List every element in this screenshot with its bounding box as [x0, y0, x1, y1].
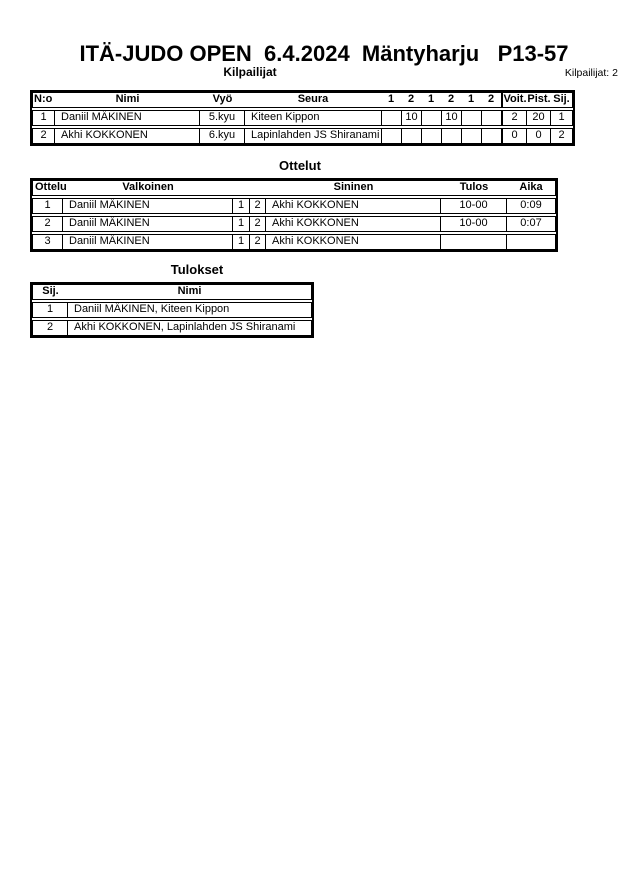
competitor-club-cell: Kiteen Kippon — [251, 111, 320, 123]
competitor-belt-cell: 5.kyu — [200, 111, 245, 125]
wins-cell: 2 — [503, 111, 527, 125]
totals-group — [501, 111, 574, 125]
score-cell — [401, 129, 421, 143]
page-title: ITÄ-JUDO OPEN 6.4.2024 Mäntyharju P13-57 — [79, 41, 569, 66]
points-cell: 20 — [527, 111, 551, 125]
time-column-header: Aika — [519, 181, 543, 193]
competitors-count-label: Kilpailijat: 2 — [564, 67, 618, 79]
score-cell — [441, 129, 461, 143]
white-player-cell: Daniil MÄKINEN — [63, 235, 233, 249]
match-number-cell: 1 — [33, 199, 63, 213]
matches-section-title: Ottelut — [279, 158, 321, 173]
score-cell — [461, 111, 481, 125]
score-cell — [421, 129, 441, 143]
score-cell: 10 — [401, 111, 421, 125]
wins-column-header: Voit. — [503, 93, 527, 105]
result-row — [32, 320, 312, 336]
competitors-section-title: Kilpailijat — [223, 65, 277, 79]
match-column-header: Ottelu — [35, 181, 67, 193]
score-cell — [381, 111, 401, 125]
results-table — [30, 282, 314, 338]
score-column-header: 2 — [487, 93, 495, 105]
result-cell — [441, 235, 507, 249]
match-row — [32, 216, 556, 232]
blue-number-cell: 2 — [250, 235, 266, 249]
totals-group — [501, 129, 574, 143]
place-cell: 1 — [558, 111, 565, 123]
score-cell — [461, 129, 481, 143]
name-column-header: Nimi — [177, 285, 202, 297]
result-column-header: Tulos — [459, 181, 489, 193]
blue-player-cell: Akhi KOKKONEN — [266, 235, 441, 249]
result-name-cell: Daniil MÄKINEN, Kiteen Kippon — [74, 303, 230, 315]
blue-player-cell: Akhi KOKKONEN — [266, 217, 441, 231]
place-column-header: Sij. — [553, 93, 570, 105]
spacer-cell — [250, 181, 266, 195]
club-column-header: Seura — [297, 93, 329, 105]
time-cell: 0:07 — [520, 217, 542, 229]
competitors-table — [30, 90, 575, 146]
match-number-cell: 2 — [33, 217, 63, 231]
result-name-cell: Akhi KOKKONEN, Lapinlahden JS Shiranami — [74, 321, 296, 333]
results-header-row — [32, 284, 312, 300]
white-player-cell: Daniil MÄKINEN — [63, 199, 233, 213]
score-cell: 10 — [441, 111, 461, 125]
white-number-cell: 1 — [233, 235, 250, 249]
blue-column-header: Sininen — [333, 181, 374, 193]
result-cell: 10-00 — [441, 217, 507, 231]
match-row — [32, 234, 556, 250]
blue-number-cell: 2 — [250, 199, 266, 213]
score-cell — [481, 129, 501, 143]
competitors-header-row — [32, 92, 573, 108]
belt-column-header: Vyö — [212, 93, 233, 105]
result-cell: 10-00 — [441, 199, 507, 213]
result-row — [32, 302, 312, 318]
white-number-cell: 1 — [233, 199, 250, 213]
time-cell: 0:09 — [520, 199, 542, 211]
results-section-title: Tulokset — [170, 262, 224, 277]
wins-cell: 0 — [503, 129, 527, 143]
name-column-header: Nimi — [115, 93, 140, 105]
competitor-number-cell: 1 — [33, 111, 55, 125]
competitor-name-cell: Daniil MÄKINEN — [55, 111, 200, 125]
matches-table — [30, 178, 558, 252]
time-cell — [507, 235, 555, 249]
competitor-row — [32, 128, 573, 144]
match-row — [32, 198, 556, 214]
points-cell: 0 — [527, 129, 551, 143]
white-player-cell: Daniil MÄKINEN — [63, 217, 233, 231]
competitor-row — [32, 110, 573, 126]
score-column-header: 1 — [427, 93, 435, 105]
result-place-cell: 2 — [33, 321, 68, 335]
white-column-header: Valkoinen — [122, 181, 174, 193]
score-cell — [421, 111, 441, 125]
totals-header-group — [501, 93, 574, 107]
blue-player-cell: Akhi KOKKONEN — [266, 199, 441, 213]
white-number-cell: 1 — [233, 217, 250, 231]
number-column-header: N:o — [34, 93, 53, 105]
blue-number-cell: 2 — [250, 217, 266, 231]
competitor-belt-cell: 6.kyu — [200, 129, 245, 143]
score-column-header: 1 — [387, 93, 395, 105]
points-column-header: Pist. — [527, 93, 551, 105]
score-column-header: 2 — [447, 93, 455, 105]
score-cell — [381, 129, 401, 143]
score-cell — [481, 111, 501, 125]
match-number-cell: 3 — [33, 235, 63, 249]
spacer-cell — [233, 181, 250, 195]
competitor-name-cell: Akhi KOKKONEN — [55, 129, 200, 143]
result-place-cell: 1 — [33, 303, 68, 317]
matches-header-row — [32, 180, 556, 196]
competitor-number-cell: 2 — [33, 129, 55, 143]
place-cell: 2 — [558, 129, 565, 141]
score-column-header: 2 — [407, 93, 415, 105]
score-column-header: 1 — [467, 93, 475, 105]
competitor-club-cell: Lapinlahden JS Shiranami — [251, 129, 380, 141]
place-column-header: Sij. — [42, 285, 59, 297]
